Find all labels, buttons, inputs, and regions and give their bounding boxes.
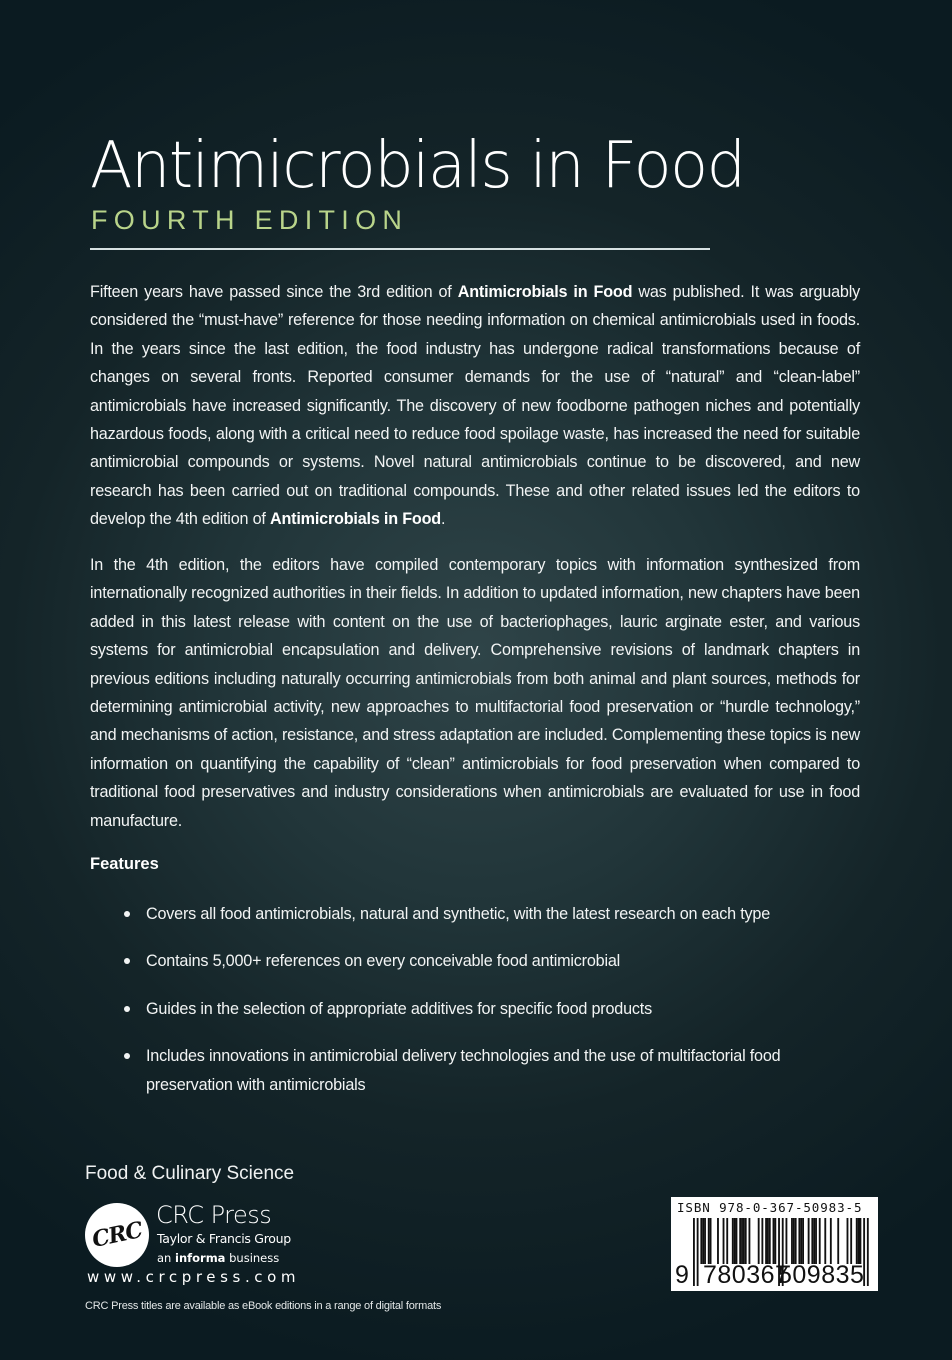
barcode-bar (710, 1218, 712, 1264)
bullet-icon (124, 911, 130, 917)
barcode-bar (786, 1218, 788, 1264)
barcode-bar (811, 1218, 813, 1264)
barcode-bar (791, 1218, 793, 1264)
book-title-inline: Antimicrobials in Food (270, 510, 441, 529)
barcode-bar (867, 1218, 869, 1286)
barcode-bar (847, 1218, 849, 1264)
barcode-bar (819, 1218, 821, 1264)
feature-text: Guides in the selection of appropriate additives for specific food products (146, 999, 652, 1018)
barcode-bar (745, 1218, 747, 1264)
barcode-bar (726, 1218, 728, 1264)
barcode-digits-right: 509835 (778, 1261, 865, 1289)
crc-logo-icon (85, 1203, 149, 1267)
barcode-bar (761, 1218, 763, 1264)
feature-text: Contains 5,000+ references on every conceivable food antimicrobial (146, 952, 621, 971)
feature-item (124, 900, 844, 928)
barcode-bar (802, 1218, 804, 1264)
edition-label: FOURTH EDITION (91, 205, 409, 235)
feature-text: Covers all food antimicrobials, natural and synthetic, with the latest research on each type (146, 905, 771, 923)
barcode-bar (765, 1218, 767, 1264)
title-divider (90, 248, 710, 250)
barcode-bar (749, 1218, 751, 1264)
barcode-bar (734, 1218, 736, 1264)
paragraph-text: Fifteen years have passed since the 3rd edition of (90, 283, 458, 301)
barcode-bar (774, 1218, 776, 1264)
isbn-label: ISBN 978-0-367-50983-5 (677, 1200, 863, 1215)
barcode-bar (824, 1218, 826, 1264)
informa-prefix: an (157, 1251, 175, 1265)
feature-item (124, 947, 844, 975)
feature-item (124, 995, 844, 1023)
publisher-name: CRC Press (156, 1201, 272, 1229)
barcode-bar (693, 1218, 695, 1286)
barcode-bar (700, 1218, 702, 1264)
description-paragraph-2: In the 4th edition, the editors have compiled contemporary topics with information synthesized from internationally recognized authorities in their fields. In addition to updated information, new chapters have been added in this latest release with content on the use of bacteriophages, lauric arginate ester, and various systems for antimicrobial encapsulation and delivery. Comprehensive revisions of landmark chapters in previous editions including naturally occurring antimicrobials from both animal and plant sources, methods for determining antimicrobial activity, new approaches to multifactorial food preservation or “hurdle technology,” and mechanisms of action, resistance, and stress adaptation are included. Complementing these topics is new information on quantifying the capability of “clean” antimicrobials for food preservation when compared to traditional food preservatives and industry considerations when antimicrobials are evaluated for use in food manufacture. (90, 556, 860, 830)
barcode-bar (743, 1218, 745, 1264)
isbn-barcode (671, 1197, 878, 1291)
barcode-bar (704, 1218, 706, 1264)
barcode-bar (837, 1218, 839, 1264)
barcode-bar (769, 1218, 771, 1264)
barcode-bar (773, 1218, 775, 1264)
barcode-bar (798, 1218, 800, 1264)
barcode-bar (793, 1218, 795, 1264)
bullet-icon (124, 1053, 130, 1059)
barcode-bar (815, 1218, 817, 1264)
barcode-bar (708, 1218, 710, 1264)
barcode-bar (830, 1218, 832, 1264)
barcode-bar (860, 1218, 862, 1264)
bullet-icon (124, 958, 130, 964)
barcode-bar (800, 1218, 802, 1264)
barcode-digit-first: 9 (675, 1261, 689, 1289)
barcode-bar (697, 1218, 699, 1286)
book-title: Antimicrobials in Food (90, 129, 745, 203)
publisher-informa (157, 1251, 279, 1265)
features-list (124, 900, 844, 1118)
feature-item (124, 1042, 844, 1099)
book-title-inline: Antimicrobials in Food (457, 283, 633, 301)
barcode-bar (702, 1218, 704, 1264)
barcode-bar (739, 1218, 741, 1264)
informa-suffix: business (225, 1251, 280, 1265)
barcode-bar (813, 1218, 815, 1264)
barcode-bar (850, 1218, 852, 1264)
barcode-bar (858, 1218, 860, 1264)
ebook-note: CRC Press titles are available as eBook editions in a range of digital formats (85, 1300, 442, 1312)
publisher-website[interactable]: www.crcpress.com (87, 1268, 301, 1286)
barcode-bar (723, 1218, 725, 1264)
bullet-icon (124, 1006, 130, 1012)
description-paragraph-1 (90, 278, 860, 534)
publisher-group: Taylor & Francis Group (157, 1231, 291, 1246)
barcode-bar (808, 1218, 810, 1264)
crc-logo-text: CRC (89, 1217, 145, 1253)
subject-category: Food & Culinary Science (85, 1163, 295, 1184)
barcode-bar (856, 1218, 858, 1264)
paragraph-text: was published. It was arguably considered the “must-have” reference for those needing information on chemical antimicrobials used in foods. In the years since the last edition, the food industry has undergone radical transformations because of changes on several fronts. Reported consumer demands for the use of “natural” and “clean-label” antimicrobials have increased significantly. The discovery of new foodborne pathogen niches and potentially hazardous foods, along with a critical need to reduce food spoilage waste, has increased the need for suitable antimicrobial compounds or systems. Novel natural antimicrobials continue to be discovered, and new research has been carried out on traditional compounds. These and other related issues led the editors to develop the 4th edition of (90, 283, 860, 529)
barcode-digits-left: 780367 (703, 1261, 790, 1289)
paragraph-text: . (440, 510, 446, 529)
barcode-bar (795, 1218, 797, 1264)
barcode-bar (767, 1218, 769, 1264)
features-heading: Features (90, 855, 159, 873)
barcode-bar (732, 1218, 734, 1264)
barcode-bar (741, 1218, 743, 1264)
feature-text: Includes innovations in antimicrobial delivery technologies and the use of multifactorial food preservation with antimicrobials (146, 1047, 781, 1094)
barcode-bar (736, 1218, 738, 1264)
barcode-bar (717, 1218, 719, 1264)
barcode-bar (758, 1218, 760, 1264)
informa-bold: informa (175, 1251, 226, 1265)
